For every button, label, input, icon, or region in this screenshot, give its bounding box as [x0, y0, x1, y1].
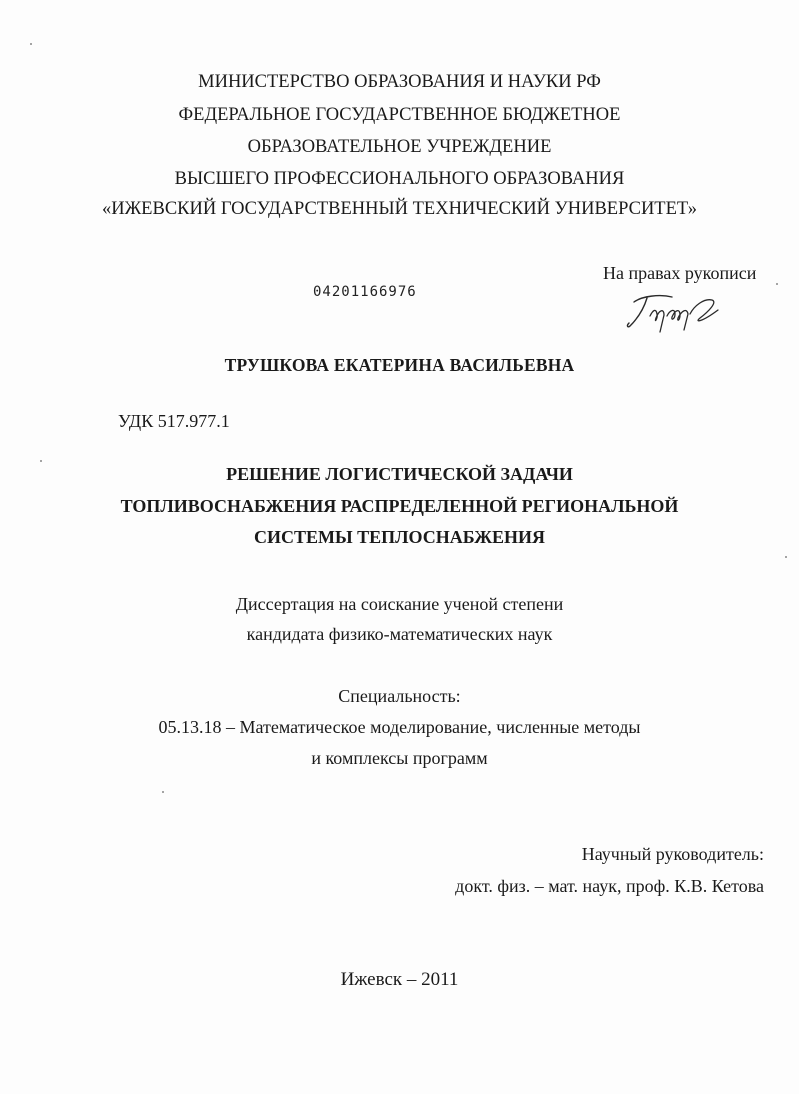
- header-line-5: «ИЖЕВСКИЙ ГОСУДАРСТВЕННЫЙ ТЕХНИЧЕСКИЙ УНИВЕРСИТЕТ»: [102, 199, 697, 219]
- registration-number: 04201166976: [313, 284, 417, 300]
- degree-line-1: Диссертация на соискание ученой степени: [235, 594, 564, 614]
- rights-note: На правах рукописи: [603, 263, 757, 283]
- specialty-label: Специальность:: [338, 686, 461, 706]
- scan-speck: [776, 283, 778, 285]
- supervisor-label: Научный руководитель:: [581, 844, 764, 864]
- degree-line-2: кандидата физико-математических наук: [246, 624, 553, 644]
- scan-speck: [785, 556, 787, 558]
- scan-speck: [162, 791, 164, 793]
- title-line-1: РЕШЕНИЕ ЛОГИСТИЧЕСКОЙ ЗАДАЧИ: [226, 464, 573, 484]
- author-name: ТРУШКОВА ЕКАТЕРИНА ВАСИЛЬЕВНА: [224, 355, 575, 375]
- header-line-2: ФЕДЕРАЛЬНОЕ ГОСУДАРСТВЕННОЕ БЮДЖЕТНОЕ: [178, 105, 621, 125]
- header-line-4: ВЫСШЕГО ПРОФЕССИОНАЛЬНОГО ОБРАЗОВАНИЯ: [174, 169, 625, 189]
- city-year: Ижевск – 2011: [340, 969, 459, 990]
- header-line-1: МИНИСТЕРСТВО ОБРАЗОВАНИЯ И НАУКИ РФ: [198, 72, 601, 92]
- author-signature: [620, 288, 730, 336]
- scan-speck: [30, 43, 32, 45]
- specialty-line-1: 05.13.18 – Математическое моделирование, численные методы: [158, 717, 641, 737]
- scan-speck: [40, 460, 42, 462]
- title-line-2: ТОПЛИВОСНАБЖЕНИЯ РАСПРЕДЕЛЕННОЙ РЕГИОНАЛЬНОЙ: [120, 496, 679, 516]
- udc-code: УДК 517.977.1: [118, 411, 230, 431]
- title-line-3: СИСТЕМЫ ТЕПЛОСНАБЖЕНИЯ: [253, 527, 546, 547]
- header-line-3: ОБРАЗОВАТЕЛЬНОЕ УЧРЕЖДЕНИЕ: [247, 137, 552, 157]
- supervisor-name: докт. физ. – мат. наук, проф. К.В. Кетова: [455, 876, 764, 896]
- specialty-line-2: и комплексы программ: [311, 748, 488, 768]
